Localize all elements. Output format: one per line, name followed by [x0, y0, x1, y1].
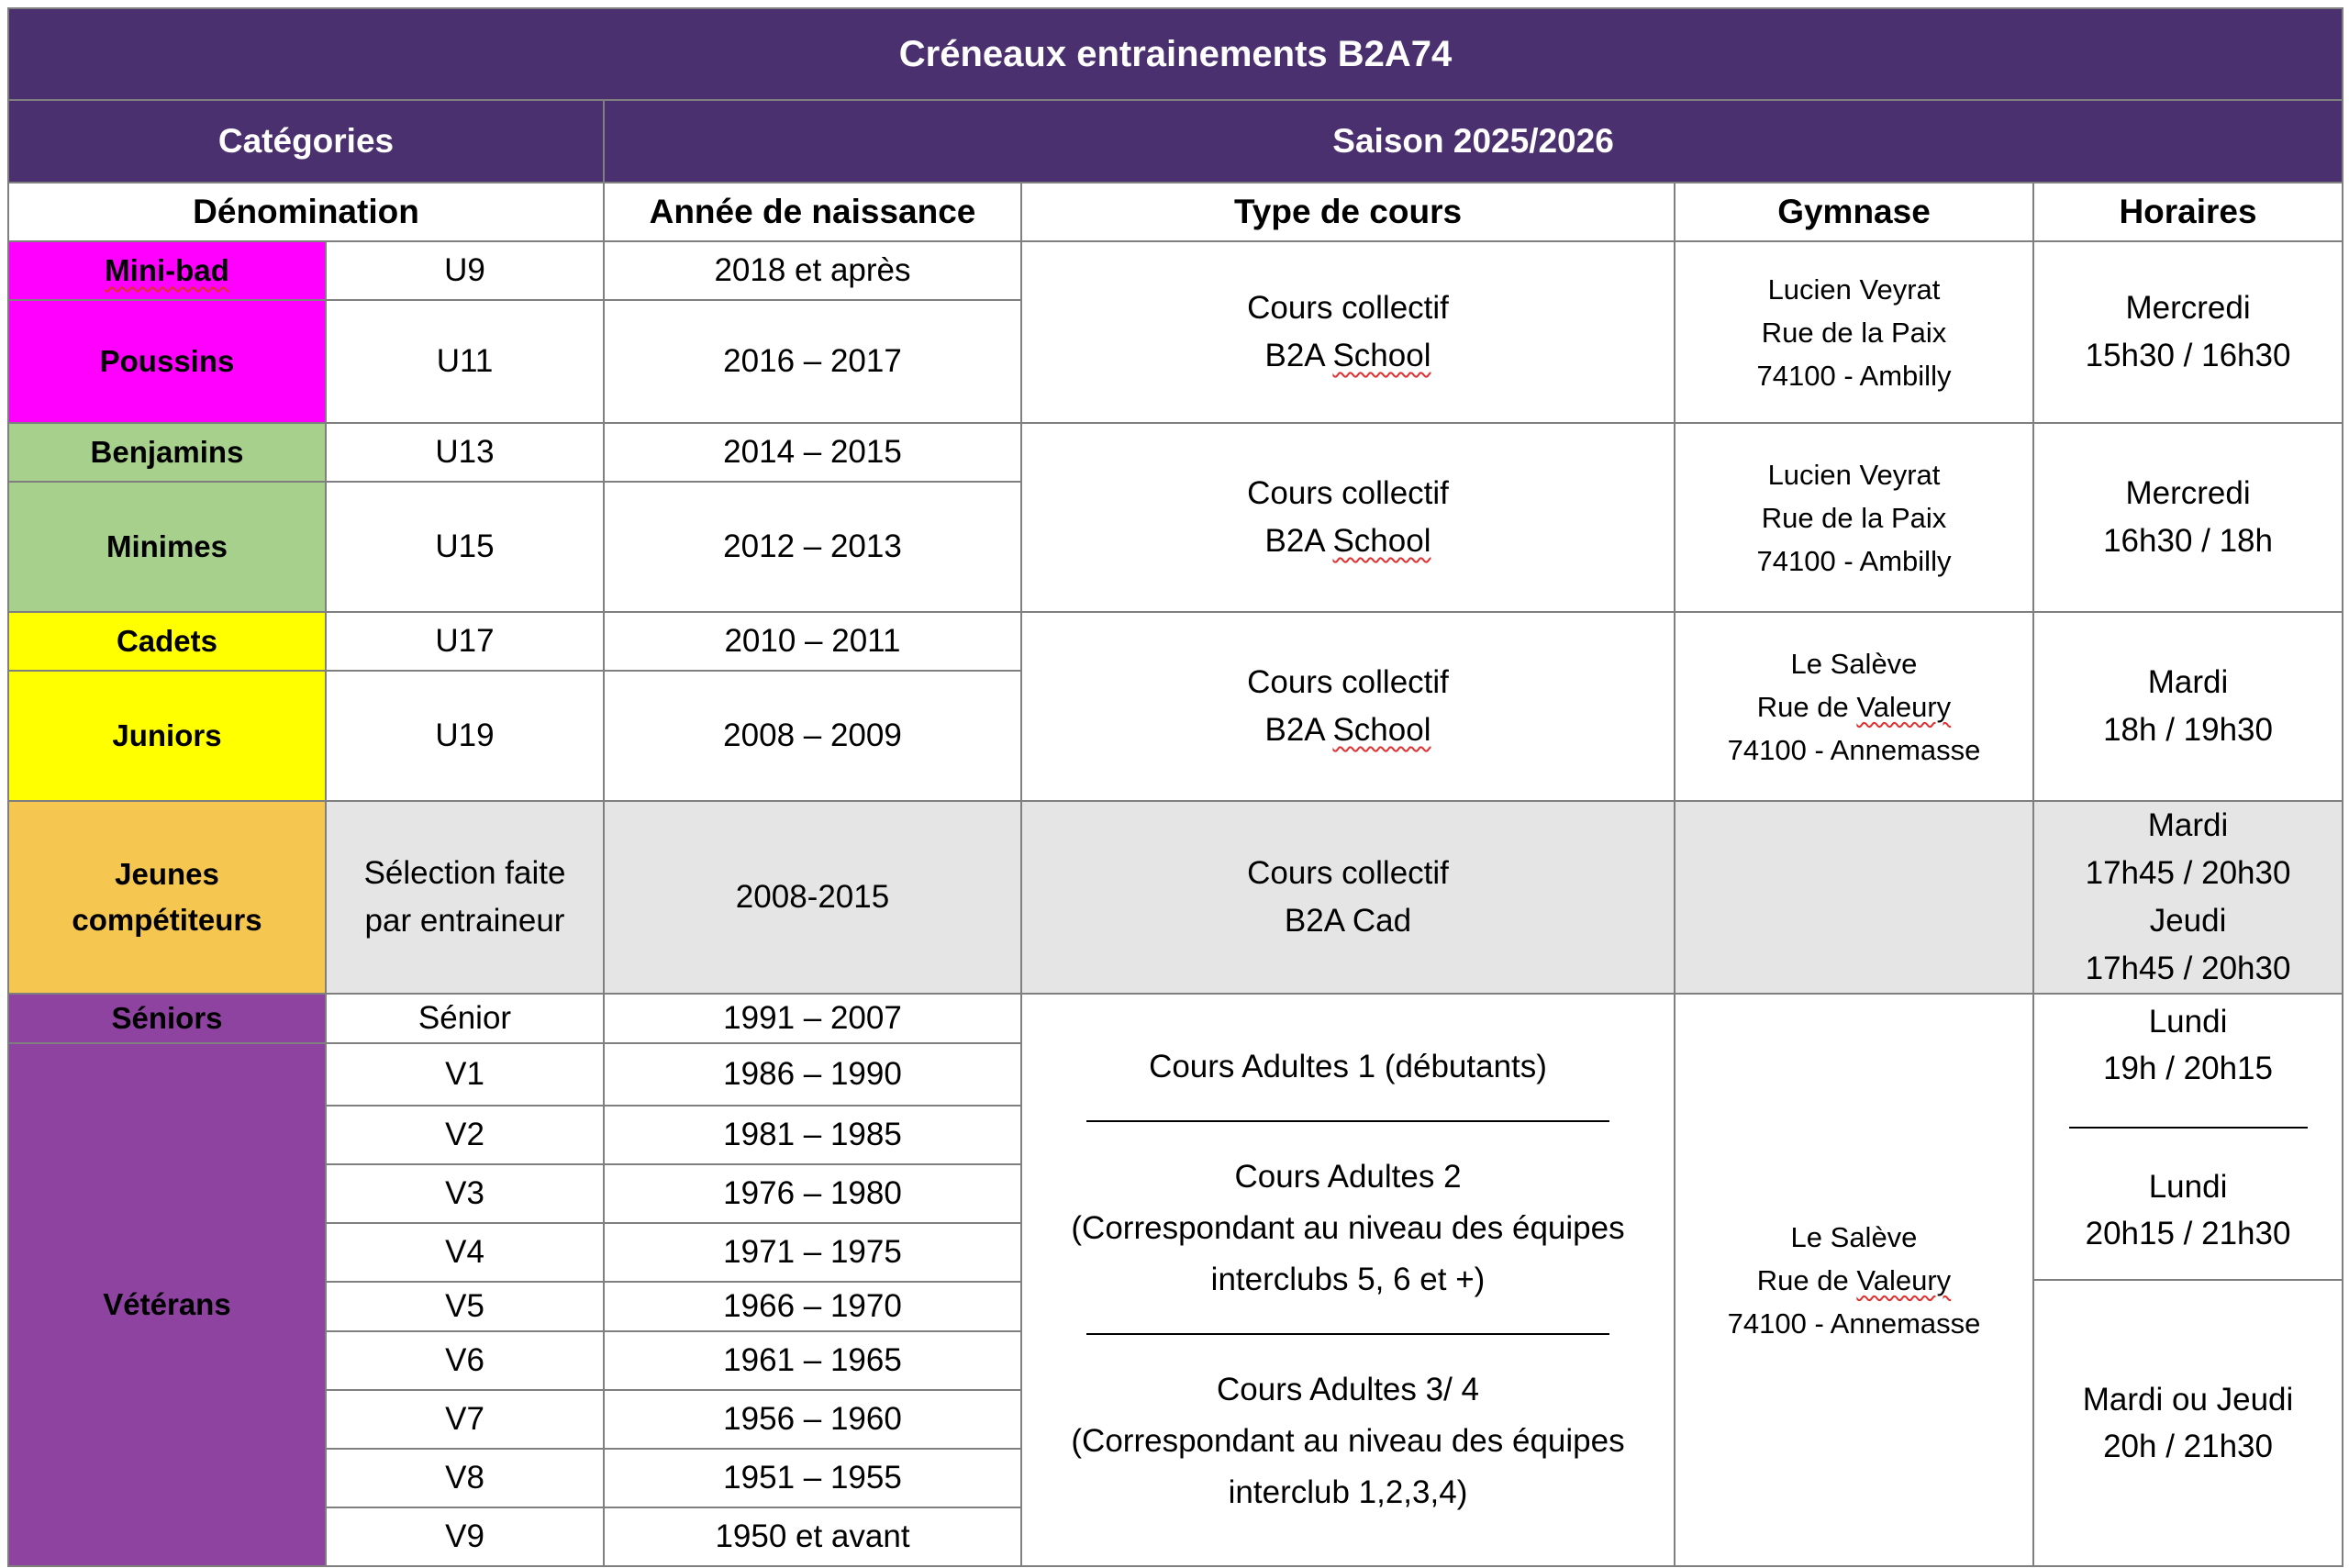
hours-time: 20h / 21h30 [2103, 1429, 2273, 1464]
birth-years: 1991 – 2007 [604, 994, 1021, 1043]
hours-day: Mardi [2147, 807, 2229, 843]
category-jeunes-competiteurs [8, 801, 326, 994]
selection-line: par entraineur [364, 903, 565, 939]
course-type-cell [1021, 801, 1675, 994]
training-schedule-table [7, 7, 2343, 1567]
course-line [1028, 706, 1668, 754]
gym-street [1681, 1259, 2027, 1302]
gym-street-name: Valeury [1856, 690, 1952, 723]
birth-years: 2016 – 2017 [604, 300, 1021, 423]
hours-time: 15h30 / 16h30 [2085, 338, 2291, 373]
gym-cell-empty [1675, 801, 2033, 994]
column-header-row [8, 183, 2343, 241]
category-benjamins: Benjamins [8, 423, 326, 482]
gym-street-prefix: Rue de [1756, 690, 1857, 723]
category-veterans: Vétérans [8, 1043, 326, 1566]
table-row [8, 801, 2343, 994]
birth-years: 2008 – 2009 [604, 671, 1021, 801]
hours-time: 20h15 / 21h30 [2085, 1216, 2291, 1251]
section-row [8, 100, 2343, 183]
gym-city: 74100 - Ambilly [1756, 359, 1952, 392]
section-categories: Catégories [8, 100, 604, 183]
hours-cell [2033, 423, 2343, 612]
gym-name: Le Salève [1790, 647, 1918, 680]
hours-day: Mardi ou Jeudi [2082, 1382, 2294, 1418]
table-row [8, 423, 2343, 482]
hours-cell [2033, 612, 2343, 801]
title-row [8, 8, 2343, 100]
age-code: V8 [326, 1449, 604, 1507]
birth-years: 2010 – 2011 [604, 612, 1021, 671]
category-juniors: Juniors [8, 671, 326, 801]
hours-day: Lundi [2148, 1004, 2228, 1040]
gym-street [1681, 685, 2027, 728]
adult-course-2-title: Cours Adultes 2 [1234, 1159, 1462, 1195]
category-line: compétiteurs [72, 903, 262, 937]
hours-day: Mercredi [2125, 290, 2251, 326]
course-line: Cours collectif [1247, 855, 1449, 891]
course-type-cell [1021, 612, 1675, 801]
course-name-school: School [1332, 338, 1431, 373]
hours-time: 17h45 / 20h30 [2085, 951, 2291, 986]
birth-years: 1981 – 1985 [604, 1106, 1021, 1164]
birth-years: 2014 – 2015 [604, 423, 1021, 482]
age-code: U19 [326, 671, 604, 801]
gym-cell [1675, 241, 2033, 423]
age-code: U15 [326, 482, 604, 612]
hours-time: 17h45 / 20h30 [2085, 855, 2291, 891]
course-type-cell [1021, 241, 1675, 423]
course-type-cell [1021, 423, 1675, 612]
table-row [8, 612, 2343, 671]
adult-course-separator [1086, 1120, 1609, 1122]
gym-city: 74100 - Ambilly [1756, 544, 1952, 577]
gym-cell [1675, 994, 2033, 1566]
course-name-school: School [1332, 712, 1431, 748]
gym-street: Rue de la Paix [1761, 316, 1947, 349]
header-birth-year: Année de naissance [604, 183, 1021, 241]
selection-cell [326, 801, 604, 994]
hours-cell [2033, 241, 2343, 423]
birth-years: 2012 – 2013 [604, 482, 1021, 612]
age-code: V6 [326, 1331, 604, 1390]
age-code: U17 [326, 612, 604, 671]
course-line [1028, 517, 1668, 565]
age-code: V1 [326, 1043, 604, 1106]
header-course-type: Type de cours [1021, 183, 1675, 241]
age-code: Sénior [326, 994, 604, 1043]
gym-name: Le Salève [1790, 1220, 1918, 1253]
adult-hours-bottom [2034, 1279, 2342, 1565]
hours-day: Mardi [2147, 664, 2229, 700]
birth-years: 1966 – 1970 [604, 1282, 1021, 1331]
adult-course-3-desc: interclub 1,2,3,4) [1228, 1474, 1468, 1510]
gym-street-prefix: Rue de [1756, 1263, 1857, 1296]
category-label: Mini-bad [105, 253, 229, 287]
hours-day: Jeudi [2149, 903, 2227, 939]
gym-street-name: Valeury [1856, 1263, 1952, 1296]
adult-hours-top [2034, 995, 2342, 1279]
birth-years: 1971 – 1975 [604, 1223, 1021, 1282]
adult-course-separator [1086, 1333, 1609, 1335]
course-name: B2A [1264, 338, 1333, 373]
header-hours: Horaires [2033, 183, 2343, 241]
birth-years: 2008-2015 [604, 801, 1021, 994]
selection-line: Sélection faite [363, 855, 566, 891]
age-code: V9 [326, 1507, 604, 1566]
gym-street: Rue de la Paix [1761, 501, 1947, 534]
age-code: V7 [326, 1390, 604, 1449]
adult-course-3 [1022, 1364, 1674, 1518]
category-seniors: Séniors [8, 994, 326, 1043]
age-code: U11 [326, 300, 604, 423]
age-code: U13 [326, 423, 604, 482]
hours-time: 16h30 / 18h [2103, 523, 2273, 559]
adult-course-3-desc: (Correspondant au niveau des équipes [1071, 1423, 1625, 1459]
course-line: Cours collectif [1247, 664, 1449, 700]
header-denomination: Dénomination [8, 183, 604, 241]
birth-years: 1961 – 1965 [604, 1331, 1021, 1390]
category-poussins: Poussins [8, 300, 326, 423]
birth-years: 1951 – 1955 [604, 1449, 1021, 1507]
age-code: V5 [326, 1282, 604, 1331]
gym-cell [1675, 612, 2033, 801]
gym-city: 74100 - Annemasse [1727, 733, 1981, 766]
course-line: Cours collectif [1247, 475, 1449, 511]
section-season: Saison 2025/2026 [604, 100, 2343, 183]
birth-years: 1950 et avant [604, 1507, 1021, 1566]
table-row [8, 241, 2343, 300]
adult-course-2 [1022, 1151, 1674, 1306]
course-line: B2A Cad [1284, 903, 1412, 939]
hours-day: Lundi [2148, 1169, 2228, 1205]
gym-name: Lucien Veyrat [1767, 272, 1941, 306]
category-minimes: Minimes [8, 482, 326, 612]
course-line [1028, 332, 1668, 380]
header-gym: Gymnase [1675, 183, 2033, 241]
course-name: B2A [1264, 523, 1333, 559]
hours-separator [2069, 1127, 2308, 1129]
birth-years: 1976 – 1980 [604, 1164, 1021, 1223]
adult-course-1: Cours Adultes 1 (débutants) [1149, 1049, 1547, 1084]
birth-years: 2018 et après [604, 241, 1021, 300]
page-title: Créneaux entrainements B2A74 [8, 8, 2343, 100]
adult-course-2-desc: interclubs 5, 6 et +) [1210, 1262, 1486, 1297]
adult-course-2-desc: (Correspondant au niveau des équipes [1071, 1210, 1625, 1246]
hours-time: 19h / 20h15 [2103, 1051, 2273, 1086]
hours-day: Mercredi [2125, 475, 2251, 511]
adult-courses-cell [1021, 994, 1675, 1566]
category-line: Jeunes [115, 857, 219, 891]
course-line: Cours collectif [1247, 290, 1449, 326]
hours-cell [2033, 801, 2343, 994]
category-cadets: Cadets [8, 612, 326, 671]
age-code: V4 [326, 1223, 604, 1282]
course-name: B2A [1264, 712, 1333, 748]
gym-name: Lucien Veyrat [1767, 458, 1941, 491]
adult-course-3-title: Cours Adultes 3/ 4 [1217, 1372, 1479, 1407]
birth-years: 1956 – 1960 [604, 1390, 1021, 1449]
hours-time: 18h / 19h30 [2103, 712, 2273, 748]
category-mini-bad [8, 241, 326, 300]
age-code: V3 [326, 1164, 604, 1223]
course-name-school: School [1332, 523, 1431, 559]
gym-city: 74100 - Annemasse [1727, 1307, 1981, 1340]
gym-cell [1675, 423, 2033, 612]
table-row [8, 994, 2343, 1043]
age-code: U9 [326, 241, 604, 300]
adult-hours-cell [2033, 994, 2343, 1566]
age-code: V2 [326, 1106, 604, 1164]
birth-years: 1986 – 1990 [604, 1043, 1021, 1106]
